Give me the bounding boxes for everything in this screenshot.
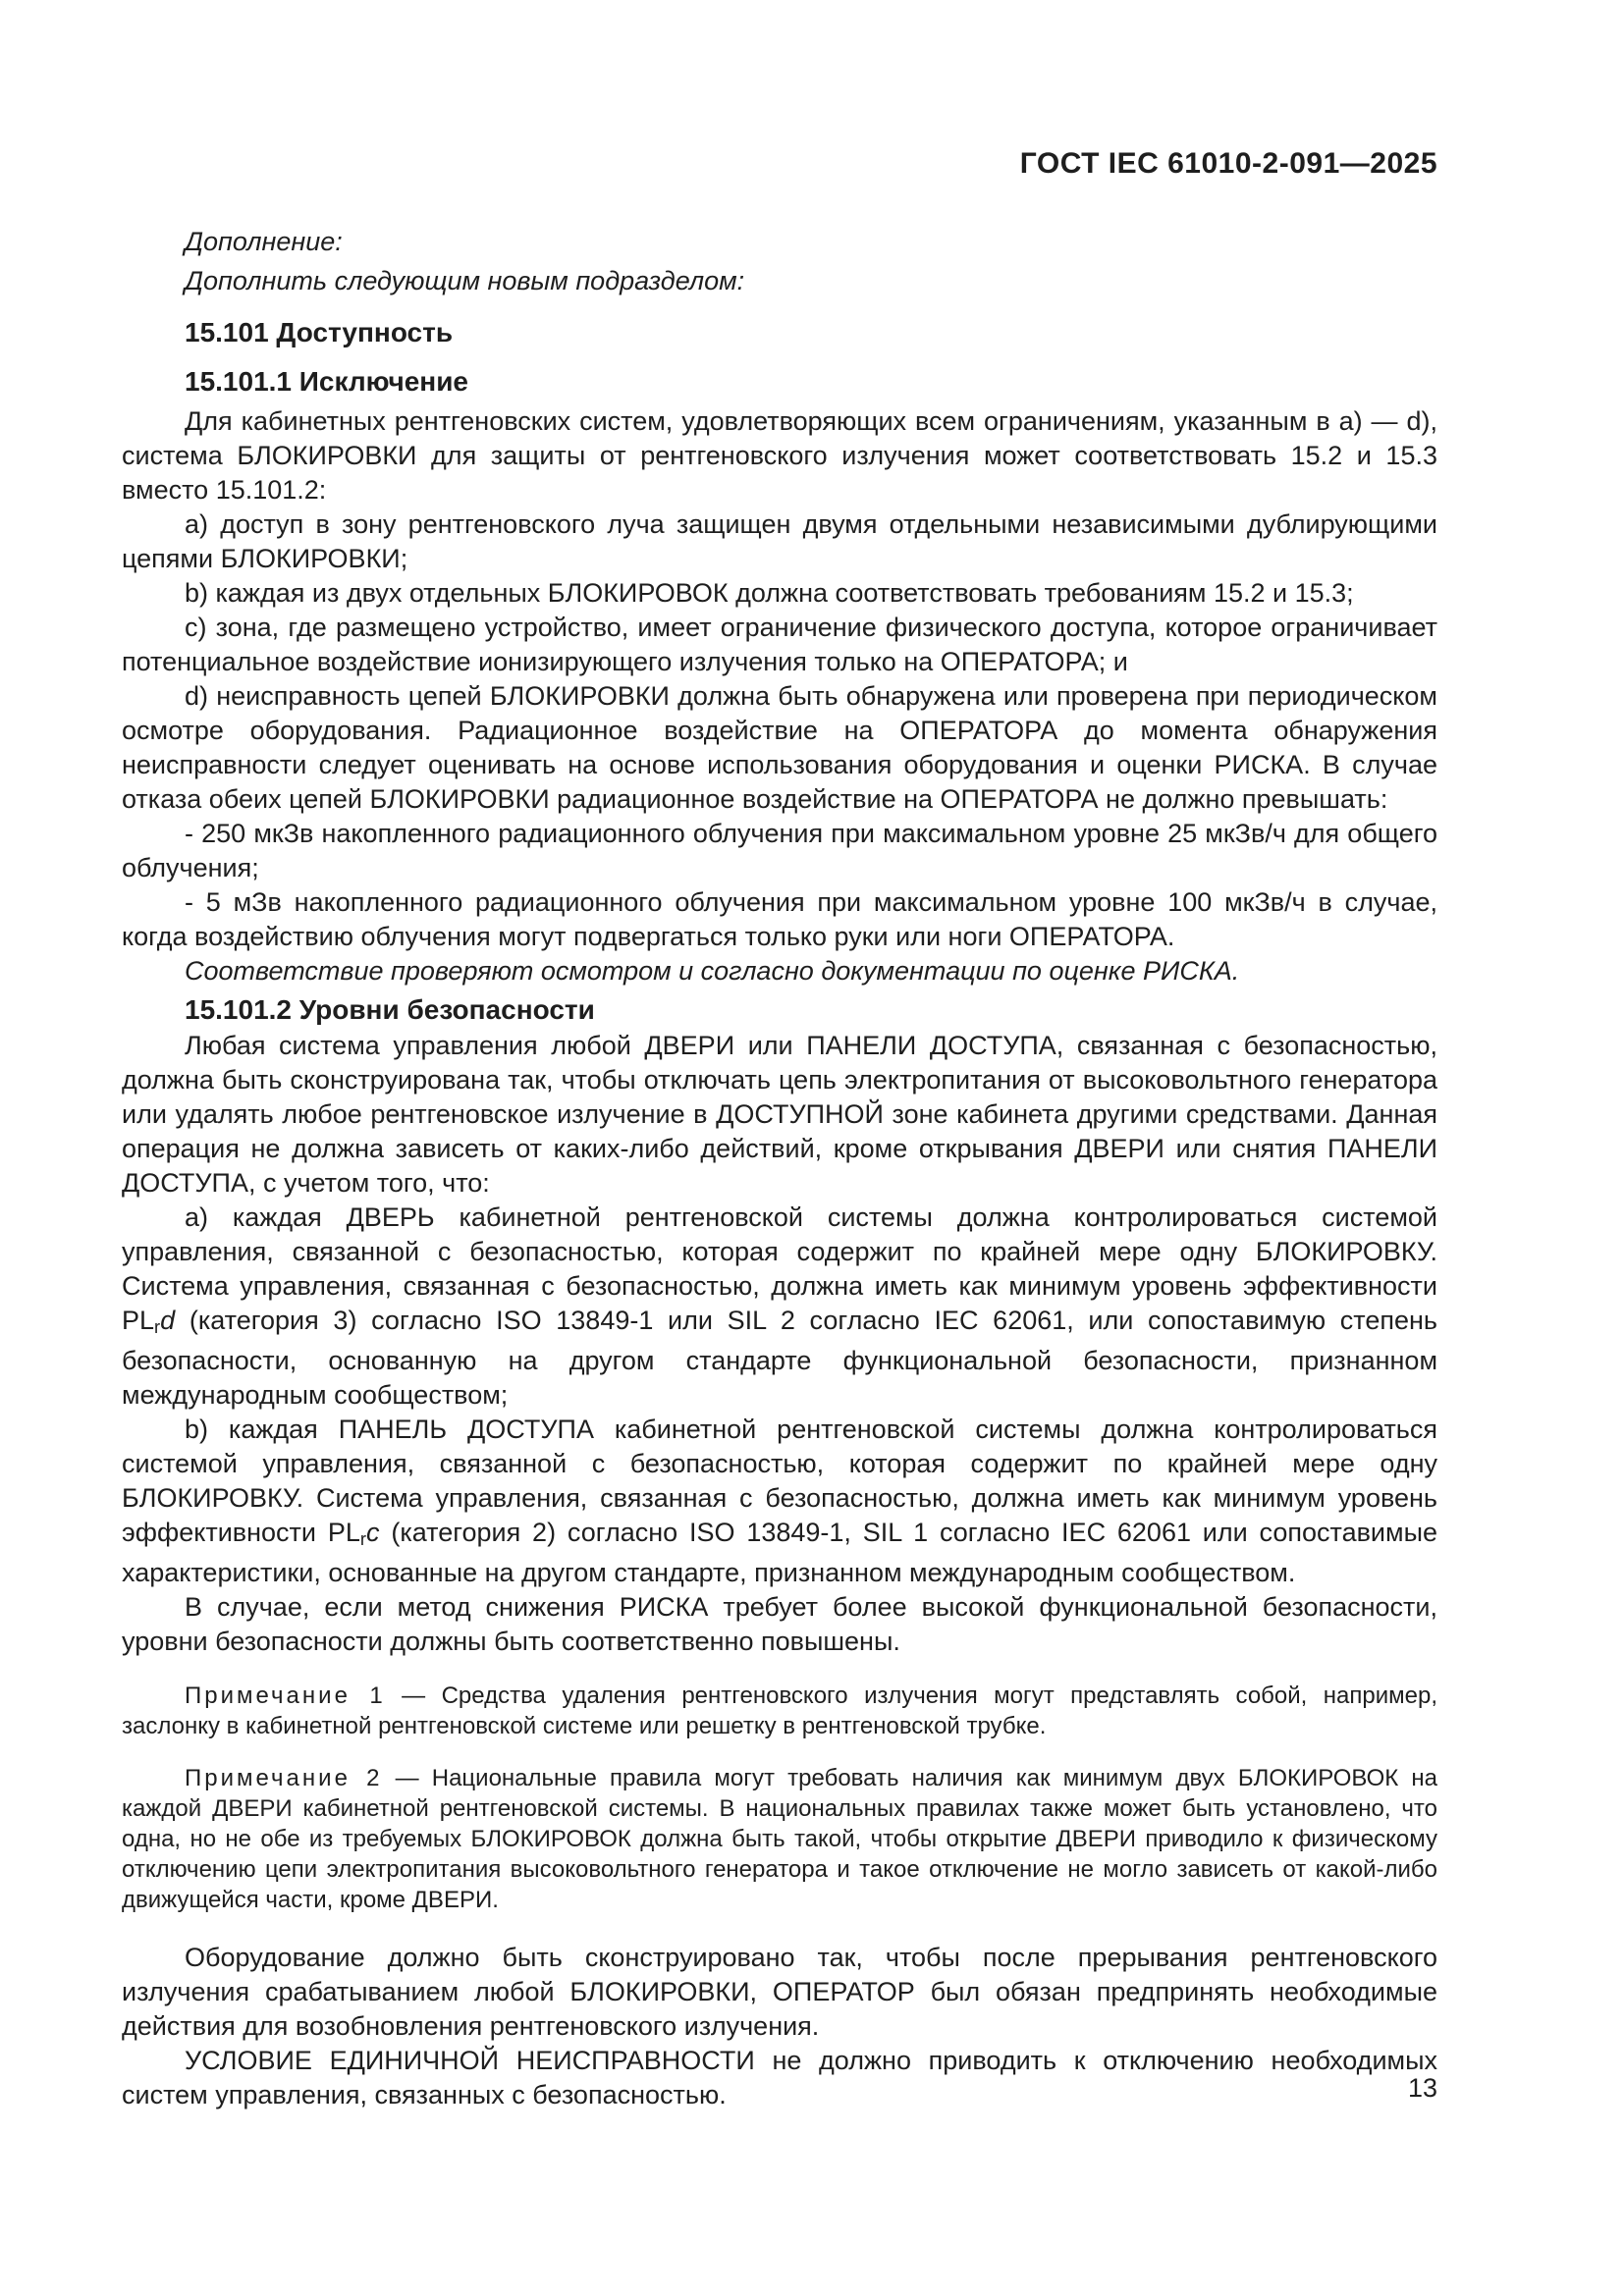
run-text: a) каждая ДВЕРЬ кабинетной рентгеновской системы должна контролироваться системой управления, связанной с безопасностью, которая содержит по крайней мере одну БЛОКИРОВКУ. Система управления, связанная с безопасностью, должна иметь как минимум уровень эффективности PL [122, 1202, 1437, 1335]
section-heading-15-101: 15.101 Доступность [185, 317, 454, 347]
dash-item-5: - 5 мЗв накопленного радиационного облучения при максимальном уровне 100 мкЗв/ч в случае, когда воздействию облучения могут подвергаться только руки или ноги ОПЕРАТОРА. [122, 887, 1437, 951]
note-2 [122, 1763, 1437, 1915]
list-item-access-panel [122, 1413, 1437, 1590]
paragraph-exception-intro: Для кабинетных рентгеновских систем, удовлетворяющих всем ограничениям, указанным в a) — d), система БЛОКИРОВКИ для защиты от рентгеновского излучения может соответствовать 15.2 и 15.3 вместо 15.101.2: [122, 406, 1437, 505]
note-label: Примечание 2 [185, 1765, 383, 1792]
conformance-statement: Соответствие проверяют осмотром и согласно документации по оценке РИСКА. [185, 956, 1240, 986]
amendment-instruction: Дополнить следующим новым подразделом: [185, 266, 745, 295]
document-code-header: ГОСТ IEC 61010-2-091—2025 [1019, 147, 1437, 180]
note-text: — Национальные правила могут требовать наличия как минимум двух БЛОКИРОВОК на каждой ДВЕРИ кабинетной рентгеновской системы. В национальных правилах также может быть установлено, что одна, но не обе из требуемых БЛОКИРОВОК должна быть такой, чтобы открытие ДВЕРИ приводило к физическому отключению цепи электропитания высоковольтного генератора и такое отключение не могло зависеть от какой-либо движущейся части, кроме ДВЕРИ. [122, 1765, 1438, 1914]
list-item-b: b) каждая из двух отдельных БЛОКИРОВОК должна соответствовать требованиям 15.2 и 15.3; [185, 578, 1354, 608]
note-label: Примечание 1 [185, 1682, 386, 1710]
list-item-door [122, 1201, 1437, 1413]
pl-subscript: r [154, 1316, 161, 1338]
run-text: (категория 3) согласно ISO 13849-1 или SIL 2 согласно IEC 62061, или сопоставимую степень безопасности, основанную на другом стандарте функциональной безопасности, признанном международным сообществом; [122, 1306, 1437, 1411]
paragraph-single-fault: УСЛОВИЕ ЕДИНИЧНОЙ НЕИСПРАВНОСТИ не должно приводить к отключению необходимых систем управления, связанных с безопасностью. [122, 2046, 1437, 2110]
amendment-label: Дополнение: [185, 227, 343, 256]
pl-level-letter: d [160, 1306, 176, 1335]
document-body [122, 222, 1437, 2112]
paragraph-safety-levels-intro: Любая система управления любой ДВЕРИ или ПАНЕЛИ ДОСТУПА, связанная с безопасностью, должна быть сконструирована так, чтобы отключать цепь электропитания от высоковольтного генератора или удалять любое рентгеновское излучение в ДОСТУПНОЙ зоне кабинета другими средствами. Данная операция не должна зависеть от каких-либо действий, кроме открывания ДВЕРИ или снятия ПАНЕЛИ ДОСТУПА, с учетом того, что: [122, 1031, 1437, 1198]
list-item-d: d) неисправность цепей БЛОКИРОВКИ должна быть обнаружена или проверена при периодическом осмотре оборудования. Радиационное воздействие на ОПЕРАТОРА до момента обнаружения неисправности следует оценивать на основе использования оборудования и оценки РИСКА. В случае отказа обеих цепей БЛОКИРОВКИ радиационное воздействие на ОПЕРАТОРА не должно превышать: [122, 681, 1437, 814]
paragraph-equipment-design: Оборудование должно быть сконструировано так, чтобы после прерывания рентгеновского излучения срабатыванием любой БЛОКИРОВКИ, ОПЕРАТОР был обязан предпринять необходимые действия для возобновления рентгеновского излучения. [122, 1943, 1437, 2042]
dash-item-250: - 250 мкЗв накопленного радиационного облучения при максимальном уровне 25 мкЗв/ч для общего облучения; [122, 819, 1437, 882]
list-item-a: a) доступ в зону рентгеновского луча защищен двумя отдельными независимыми дублирующими цепями БЛОКИРОВКИ; [122, 509, 1437, 573]
run-text: b) каждая ПАНЕЛЬ ДОСТУПА кабинетной рентгеновской системы должна контролироваться системой управления, связанной с безопасностью, которая содержит по крайней мере одну БЛОКИРОВКУ. Система управления, связанная с безопасностью, должна иметь как минимум уровень эффективности PL [122, 1415, 1437, 1548]
pl-level-letter: c [366, 1518, 380, 1548]
section-heading-15-101-1: 15.101.1 Исключение [185, 366, 468, 397]
paragraph-risk-increase: В случае, если метод снижения РИСКА требует более высокой функциональной безопасности, уровни безопасности должны быть соответственно повышены. [122, 1592, 1437, 1657]
note-1 [122, 1681, 1437, 1741]
page-number: 13 [1407, 2073, 1437, 2103]
pl-subscript: r [359, 1528, 366, 1550]
section-heading-15-101-2: 15.101.2 Уровни безопасности [185, 994, 595, 1025]
run-text: (категория 2) согласно ISO 13849-1, SIL 1 согласно IEC 62061 или сопоставимые характеристики, основанные на другом стандарте, признанном международным сообществом. [122, 1518, 1438, 1588]
note-text: — Средства удаления рентгеновского излучения могут представлять собой, например, заслонку в кабинетной рентгеновской системе или решетку в рентгеновской трубке. [122, 1682, 1437, 1740]
list-item-c: c) зона, где размещено устройство, имеет ограничение физического доступа, которое ограничивает потенциальное воздействие ионизирующего излучения только на ОПЕРАТОРА; и [122, 613, 1437, 676]
